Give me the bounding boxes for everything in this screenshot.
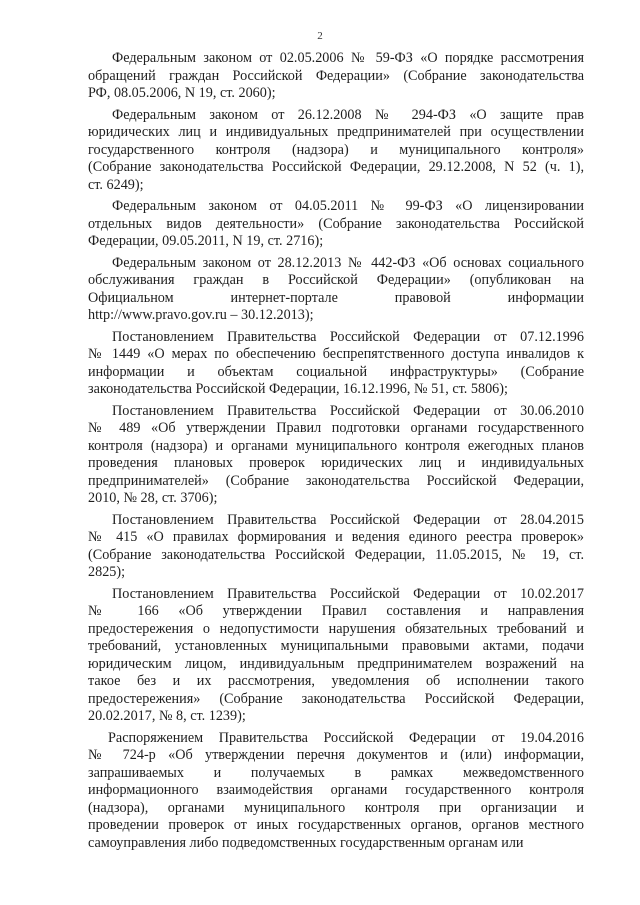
text-line: РФ, 08.05.2006, N 19, ст. 2060); bbox=[88, 85, 276, 101]
text-line: информационного взаимодействия органами государственного контроля bbox=[88, 782, 584, 798]
text-line: Федеральным законом от 02.05.2006 № 59-ФЗ «О порядке рассмотрения bbox=[112, 50, 584, 66]
text-line: ст. 6249); bbox=[88, 176, 144, 193]
text-line: информации и объектам социальной инфраструктуры» (Собрание bbox=[88, 363, 584, 380]
text-line: контроля (надзора) и органами муниципального контроля ежегодных планов bbox=[88, 437, 584, 454]
text-line: обслуживания граждан в Российской Федерации» (опубликован на bbox=[88, 272, 584, 288]
page-number: 2 bbox=[317, 30, 323, 42]
text-line: Распоряжением Правительства Российской Федерации от 19.04.2016 bbox=[108, 729, 584, 746]
text-line: № 166 «Об утверждении Правил составления и направления bbox=[88, 603, 584, 619]
text-line: Федеральным законом от 28.12.2013 № 442-ФЗ «Об основах социального bbox=[112, 254, 584, 271]
text-line: отдельных видов деятельности» (Собрание законодательства Российской bbox=[88, 215, 584, 232]
text-line: № 1449 «О мерах по обеспечению беспрепятственного доступа инвалидов к bbox=[88, 346, 584, 362]
paragraph-decree-415 bbox=[88, 512, 584, 582]
text-line: Федеральным законом от 04.05.2011 № 99-ФЗ «О лицензировании bbox=[112, 198, 584, 214]
text-line: 2825); bbox=[88, 564, 126, 580]
text-line: Постановлением Правительства Российской Федерации от 10.02.2017 bbox=[112, 585, 584, 602]
text-line: предпринимателей» (Собрание законодательства Российской Федерации, bbox=[88, 472, 584, 489]
text-line: № 415 «О правилах формирования и ведения единого реестра проверок» bbox=[88, 529, 584, 545]
paragraph-law-99 bbox=[88, 198, 584, 251]
text-line: http://www.pravo.gov.ru – 30.12.2013); bbox=[88, 307, 314, 323]
paragraph-law-442 bbox=[88, 255, 584, 325]
text-line: Постановлением Правительства Российской Федерации от 07.12.1996 bbox=[112, 328, 584, 345]
text-line: Федерации, 09.05.2011, N 19, ст. 2716); bbox=[88, 233, 324, 249]
text-line: юридическим лицом, индивидуальным предпринимателем возражений на bbox=[88, 655, 584, 672]
text-line: 20.02.2017, № 8, ст. 1239); bbox=[88, 708, 246, 724]
text-line: (Собрание законодательства Российской Федерации, 11.05.2015, № 19, ст. bbox=[88, 546, 584, 563]
text-line: Постановлением Правительства Российской Федерации от 30.06.2010 bbox=[112, 402, 584, 419]
text-line: проведении проверок от иных государственных органов, органов местного bbox=[88, 817, 584, 833]
text-line: такое без и их рассмотрения, уведомления об исполнении такого bbox=[88, 673, 584, 689]
text-line: государственного контроля (надзора) и муниципального контроля» bbox=[88, 141, 584, 158]
text-line: Постановлением Правительства Российской Федерации от 28.04.2015 bbox=[112, 511, 584, 528]
text-line: № 489 «Об утверждении Правил подготовки органами государственного bbox=[88, 420, 584, 436]
text-line: предостережения о недопустимости нарушения обязательных требований и bbox=[88, 620, 584, 637]
paragraph-law-59 bbox=[88, 50, 584, 103]
text-line: (Собрание законодательства Российской Федерации, 29.12.2008, N 52 (ч. 1), bbox=[88, 159, 584, 175]
text-line: Официальном интернет-портале правовой информации bbox=[88, 289, 584, 306]
text-line: запрашиваемых и получаемых в рамках межведомственного bbox=[88, 764, 584, 781]
paragraph-order-724 bbox=[88, 730, 584, 853]
text-line: Федеральным законом от 26.12.2008 № 294-ФЗ «О защите прав bbox=[112, 106, 584, 123]
paragraph-decree-489 bbox=[88, 403, 584, 508]
text-line: 2010, № 28, ст. 3706); bbox=[88, 490, 218, 506]
text-line: (надзора), органами муниципального контроля при организации и bbox=[88, 799, 584, 816]
text-line: юридических лиц и индивидуальных предпринимателей при осуществлении bbox=[88, 124, 584, 140]
text-line: № 724-р «Об утверждении перечня документов и (или) информации, bbox=[88, 747, 584, 763]
paragraph-decree-166 bbox=[88, 586, 584, 726]
text-line: обращений граждан Российской Федерации» (Собрание законодательства bbox=[88, 67, 584, 84]
document-body bbox=[88, 50, 584, 856]
text-line: проведения плановых проверок юридических лиц и индивидуальных bbox=[88, 455, 584, 471]
text-line: самоуправления либо подведомственных государственным органам или bbox=[88, 834, 524, 851]
text-line: предостережения» (Собрание законодательства Российской Федерации, bbox=[88, 690, 584, 707]
text-line: законодательства Российской Федерации, 16.12.1996, № 51, ст. 5806); bbox=[88, 381, 508, 397]
paragraph-decree-1449 bbox=[88, 329, 584, 399]
text-line: требований, установленных муниципальными правовыми актами, подачи bbox=[88, 638, 584, 654]
paragraph-law-294 bbox=[88, 107, 584, 195]
